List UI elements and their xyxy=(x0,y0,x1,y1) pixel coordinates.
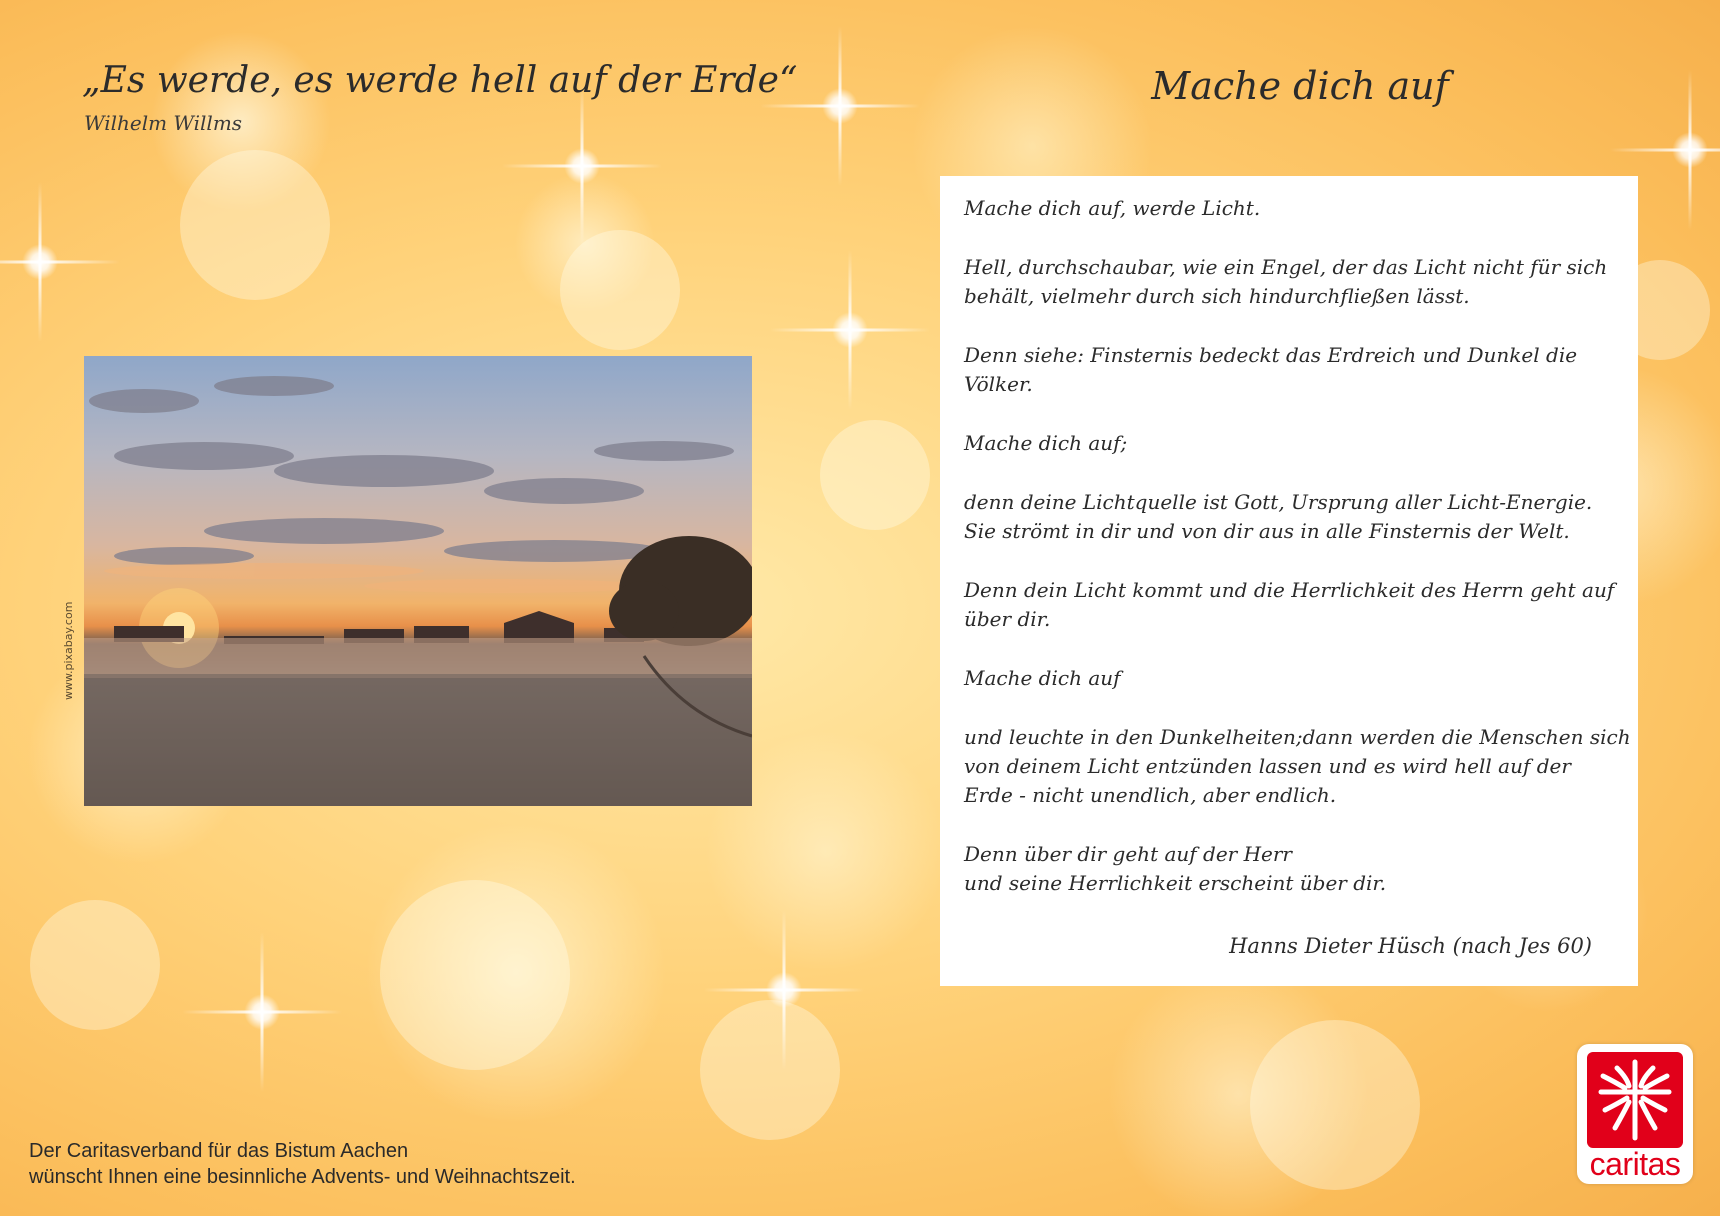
poem-line: über dir. xyxy=(964,607,1051,631)
poem-line: denn deine Lichtquelle ist Gott, Ursprung aller Licht-Energie. xyxy=(964,490,1593,514)
poem-line: Hell, durchschaubar, wie ein Engel, der das Licht nicht für sich xyxy=(964,255,1608,279)
poem-line: Denn dein Licht kommt und die Herrlichkeit des Herrn geht auf xyxy=(964,578,1615,602)
poem-stanza xyxy=(964,253,1624,311)
poem-stanza xyxy=(964,840,1624,898)
poem-line: Erde - nicht unendlich, aber endlich. xyxy=(964,783,1337,807)
poem-stanza xyxy=(964,488,1624,546)
quote-author: Wilhelm Willms xyxy=(84,111,243,135)
poem-text xyxy=(964,194,1631,928)
poem-stanza xyxy=(964,723,1631,810)
poem-stanza xyxy=(964,664,1624,693)
poem-line: Mache dich auf, werde Licht. xyxy=(964,196,1261,220)
poem-stanza xyxy=(964,429,1624,458)
bokeh-light xyxy=(1250,1020,1420,1190)
photo-credit: www.pixabay.com xyxy=(62,601,75,700)
bokeh-light xyxy=(820,420,930,530)
poem-line: Denn über dir geht auf der Herr xyxy=(964,842,1292,866)
poem-line: Mache dich auf; xyxy=(964,431,1128,455)
poem-line: von deinem Licht entzünden lassen und es wird hell auf der xyxy=(964,754,1571,778)
poem-line: Mache dich auf xyxy=(964,666,1121,690)
poem-card xyxy=(940,176,1638,986)
sunrise-photo xyxy=(84,356,752,806)
bokeh-light xyxy=(380,880,570,1070)
poem-title: Mache dich auf xyxy=(1151,64,1449,108)
poem-line: behält, vielmehr durch sich hindurchfließen lässt. xyxy=(964,284,1470,308)
poem-stanza xyxy=(964,341,1624,399)
sunrise-landscape-illustration xyxy=(84,356,752,806)
bokeh-light xyxy=(30,900,160,1030)
poem-line: und leuchte in den Dunkelheiten;dann werden die Menschen sich xyxy=(964,725,1631,749)
poem-stanza xyxy=(964,194,1624,223)
poem-line: Sie strömt in dir und von dir aus in alle Finsternis der Welt. xyxy=(964,519,1570,543)
poem-line: Völker. xyxy=(964,372,1033,396)
footer-line: wünscht Ihnen eine besinnliche Advents- und Weihnachtszeit. xyxy=(29,1166,576,1188)
poem-line: und seine Herrlichkeit erscheint über dir. xyxy=(964,871,1387,895)
logo-wordmark: caritas xyxy=(1589,1146,1681,1182)
caritas-logo xyxy=(1577,1044,1693,1184)
bokeh-light xyxy=(180,150,330,300)
caritas-cross-icon xyxy=(1587,1052,1683,1148)
footer-line: Der Caritasverband für das Bistum Aachen xyxy=(29,1140,409,1162)
poem-source: Hanns Dieter Hüsch (nach Jes 60) xyxy=(1229,934,1592,958)
poem-stanza xyxy=(964,576,1624,634)
bokeh-light xyxy=(560,230,680,350)
footer-greeting xyxy=(29,1138,576,1190)
bokeh-light xyxy=(700,1000,840,1140)
quote-title: „Es werde, es werde hell auf der Erde“ xyxy=(82,60,798,101)
poem-line: Denn siehe: Finsternis bedeckt das Erdreich und Dunkel die xyxy=(964,343,1578,367)
